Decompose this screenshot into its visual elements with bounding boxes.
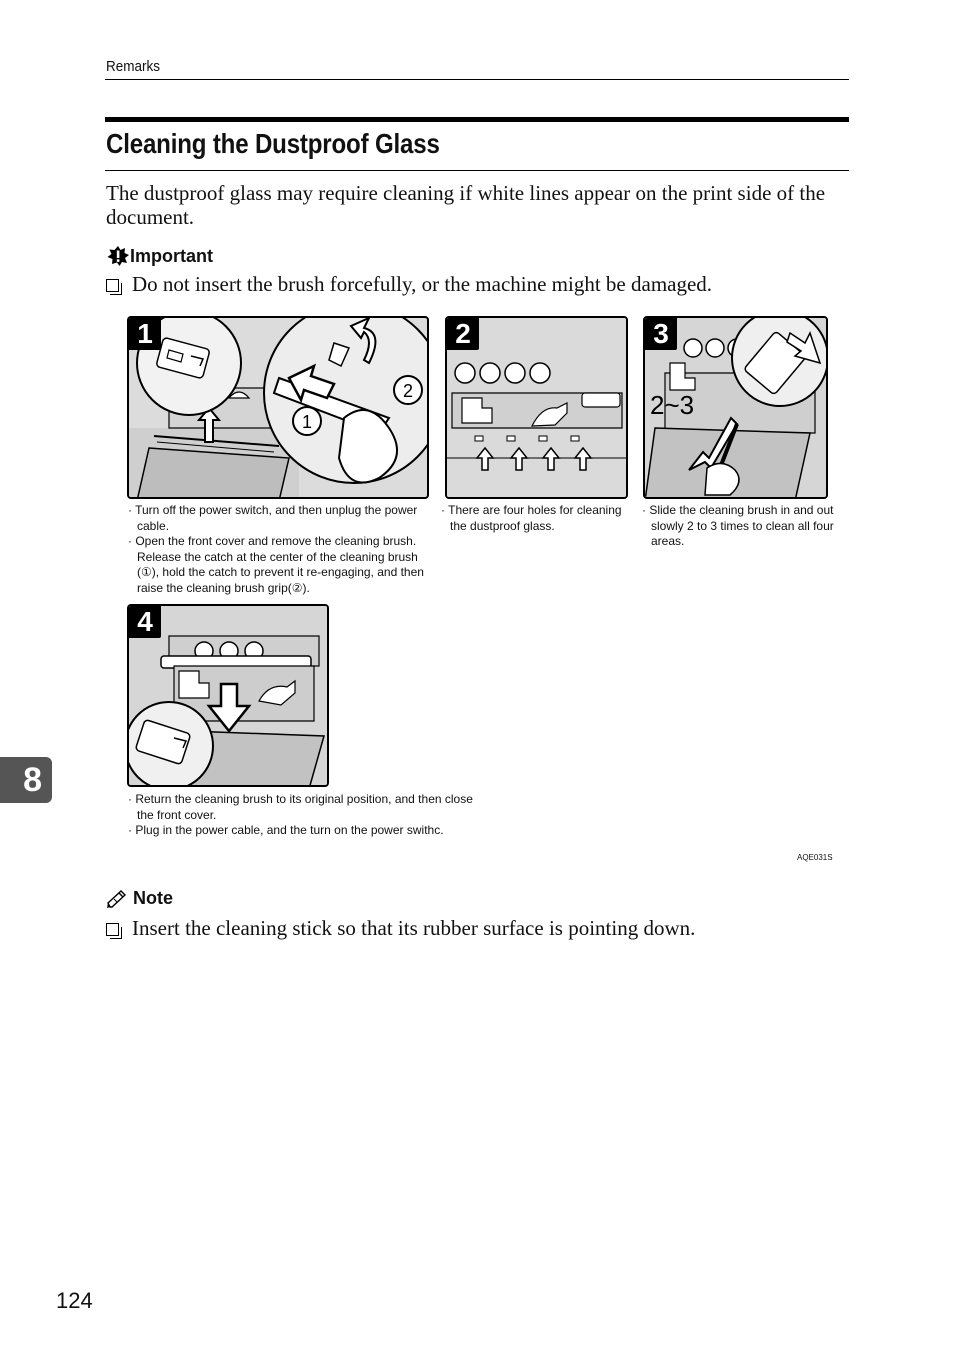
step-4-illustration xyxy=(127,604,329,787)
step-1-callout-2: 2 xyxy=(402,381,414,401)
pencil-note-icon xyxy=(106,889,130,909)
figure-code: AQE031S xyxy=(797,853,833,862)
step-2-number: 2 xyxy=(447,318,479,350)
note-item xyxy=(106,916,695,941)
step-4-caption-line: · Return the cleaning brush to its original position, and then close the front cover. xyxy=(128,792,473,822)
step-3-repeat-label: 2~3 xyxy=(650,390,695,420)
note-item-text: Insert the cleaning stick so that its rubber surface is pointing down. xyxy=(132,916,696,940)
step-4-caption xyxy=(128,792,488,839)
step-1-number: 1 xyxy=(129,318,161,350)
step-2-illustration xyxy=(445,316,628,499)
step-3-number: 3 xyxy=(645,318,677,350)
step-3-illustration xyxy=(643,316,828,499)
step-1-caption-line: · Turn off the power switch, and then unplug the power cable. xyxy=(128,503,418,533)
important-icon xyxy=(106,245,130,267)
important-item-text: Do not insert the brush forcefully, or the machine might be damaged. xyxy=(132,272,713,296)
title-top-rule xyxy=(105,117,849,122)
step-1-caption-line: · Open the front cover and remove the cleaning brush. Release the catch at the center of the cleaning brush (①), hold the catch to prevent it re-engaging, and then raise the cleaning brush grip(②). xyxy=(128,534,424,595)
intro-paragraph: The dustproof glass may require cleaning if white lines appear on the print side of the document. xyxy=(106,181,826,229)
step-1-illustration xyxy=(127,316,429,499)
checkbox-bullet-icon xyxy=(106,279,119,292)
step-2-caption xyxy=(441,503,637,534)
chapter-tab: 8 xyxy=(0,757,52,803)
important-heading xyxy=(106,245,213,267)
note-label: Note xyxy=(133,888,173,908)
step-2-caption-line: · There are four holes for cleaning the dustproof glass. xyxy=(441,503,622,533)
step-3-caption xyxy=(642,503,842,550)
note-heading xyxy=(106,888,173,909)
header-rule xyxy=(105,79,849,80)
checkbox-bullet-icon xyxy=(106,923,119,936)
header-label: Remarks xyxy=(106,58,161,75)
step-4-number: 4 xyxy=(129,606,161,638)
page-number: 124 xyxy=(56,1288,93,1313)
step-3-caption-line: · Slide the cleaning brush in and out slowly 2 to 3 times to clean all four areas. xyxy=(642,503,834,549)
important-label: Important xyxy=(130,245,213,266)
title-bottom-rule xyxy=(105,170,849,171)
important-item xyxy=(106,272,712,297)
step-4-caption-line: · Plug in the power cable, and the turn on the power swithc. xyxy=(128,823,444,838)
step-1-caption xyxy=(128,503,438,597)
step-1-callout-1: 1 xyxy=(301,412,313,432)
page-title: Cleaning the Dustproof Glass xyxy=(106,128,440,159)
